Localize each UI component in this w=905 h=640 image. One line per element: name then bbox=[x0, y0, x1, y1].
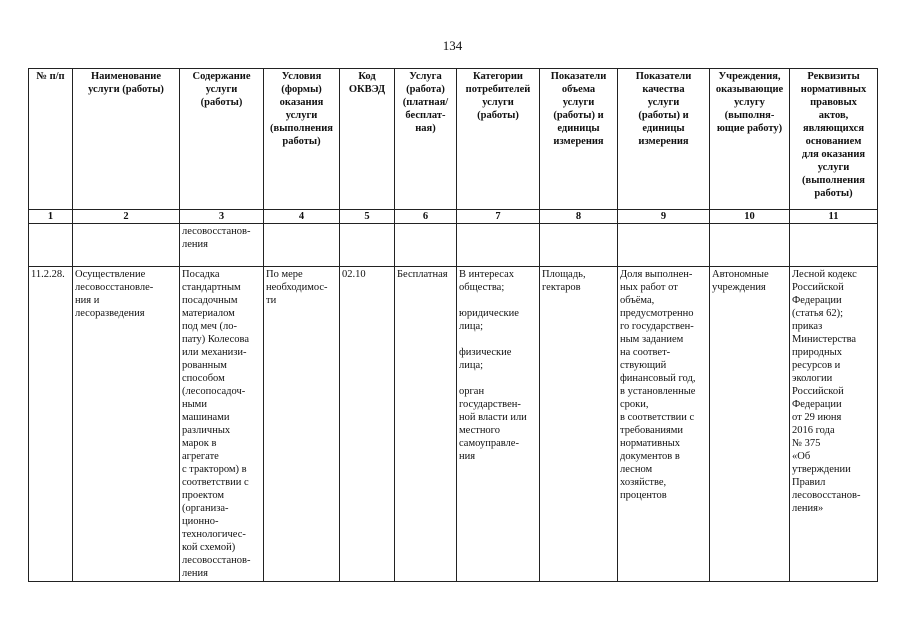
text-line: материалом bbox=[182, 308, 235, 319]
text-line: государствен- bbox=[459, 399, 521, 410]
text-line: Бесплатная bbox=[397, 269, 448, 280]
text-line bbox=[459, 372, 537, 385]
text-line: потребителей bbox=[465, 84, 531, 95]
column-number: 10 bbox=[710, 210, 790, 224]
text-line: правовых bbox=[810, 97, 857, 108]
text-line: Код bbox=[358, 71, 376, 82]
column-number-row bbox=[29, 210, 878, 224]
text-line: (лесопосадоч- bbox=[182, 386, 246, 397]
text-line: Услуга bbox=[409, 71, 442, 82]
text-line: Показатели bbox=[550, 71, 607, 82]
text-line: ными bbox=[182, 399, 207, 410]
text-line: единицы bbox=[642, 123, 685, 134]
text-line: предусмотренно bbox=[620, 308, 694, 319]
text-line: утверждении bbox=[792, 464, 851, 475]
text-line: на соответ- bbox=[620, 347, 671, 358]
header-cell bbox=[540, 69, 618, 210]
institutions-cell bbox=[710, 267, 790, 582]
text-line: услуги bbox=[205, 84, 238, 95]
text-line: самоуправле- bbox=[459, 438, 519, 449]
page-number: 134 bbox=[442, 38, 463, 53]
row-number-cell: 11.2.28. bbox=[29, 267, 73, 582]
column-number: 5 bbox=[340, 210, 395, 224]
continuation-content-cell bbox=[180, 224, 264, 267]
text-line: общества; bbox=[459, 282, 505, 293]
text-line: ресурсов и bbox=[792, 360, 841, 371]
text-line: в установленные bbox=[620, 386, 696, 397]
text-line: экологии bbox=[792, 373, 833, 384]
text-line: финансовый год, bbox=[620, 373, 696, 384]
text-line: работы) bbox=[282, 136, 321, 147]
table-row bbox=[29, 267, 878, 582]
text-line: (работы) и bbox=[553, 110, 604, 121]
text-line: документов в bbox=[620, 451, 680, 462]
text-line: ным заданием bbox=[620, 334, 684, 345]
text-line: основанием bbox=[805, 136, 862, 147]
text-line: ствующий bbox=[620, 360, 667, 371]
text-line: В интересах bbox=[459, 269, 514, 280]
table-cell bbox=[710, 224, 790, 267]
text-line: стандартным bbox=[182, 282, 241, 293]
text-line: (выполня- bbox=[724, 110, 775, 121]
text-line: нормативных bbox=[620, 438, 681, 449]
text-line: Наименование bbox=[91, 71, 161, 82]
table-cell bbox=[73, 224, 180, 267]
text-line: услуги bbox=[562, 97, 595, 108]
text-line: ной власти или bbox=[459, 412, 527, 423]
text-line: (выполнения bbox=[802, 175, 865, 186]
text-line: агрегате bbox=[182, 451, 219, 462]
text-line: приказ bbox=[792, 321, 823, 332]
header-row bbox=[29, 69, 878, 210]
text-line: Содержание bbox=[192, 71, 251, 82]
text-line: актов, bbox=[818, 110, 849, 121]
text-line: (платная/ bbox=[402, 97, 449, 108]
text-line: Доля выполнен- bbox=[620, 269, 693, 280]
column-number: 4 bbox=[264, 210, 340, 224]
services-table bbox=[28, 68, 878, 582]
text-line: с трактором) в bbox=[182, 464, 247, 475]
text-line: (выполнения bbox=[270, 123, 333, 134]
text-line: Реквизиты bbox=[807, 71, 860, 82]
table-cell bbox=[618, 224, 710, 267]
text-line: качества bbox=[642, 84, 685, 95]
text-line: лесовосстанов- bbox=[182, 226, 251, 237]
text-line: ционно- bbox=[182, 516, 219, 527]
text-line: различных bbox=[182, 425, 231, 436]
text-line: от 29 июня bbox=[792, 412, 842, 423]
text-line: Категории bbox=[473, 71, 523, 82]
column-number: 2 bbox=[73, 210, 180, 224]
text-line: оказывающие bbox=[715, 84, 784, 95]
text-line: процентов bbox=[620, 490, 667, 501]
header-cell bbox=[29, 69, 73, 210]
text-line: физические bbox=[459, 347, 512, 358]
text-line bbox=[459, 333, 537, 346]
text-line: Осуществление bbox=[75, 269, 146, 280]
text-line: ти bbox=[266, 295, 277, 306]
paid-status-cell bbox=[395, 267, 457, 582]
consumers-cell bbox=[457, 267, 540, 582]
text-line: 2016 года bbox=[792, 425, 835, 436]
text-line: лесоразведения bbox=[75, 308, 145, 319]
header-cell bbox=[73, 69, 180, 210]
text-line: Автономные bbox=[712, 269, 769, 280]
legal-acts-cell bbox=[790, 267, 878, 582]
text-line: рованным bbox=[182, 360, 227, 371]
text-line: лица; bbox=[459, 321, 484, 332]
text-line: Условия bbox=[281, 71, 322, 82]
header-cell bbox=[618, 69, 710, 210]
conditions-cell bbox=[264, 267, 340, 582]
header-cell bbox=[395, 69, 457, 210]
header-cell bbox=[710, 69, 790, 210]
text-line: Учреждения, bbox=[718, 71, 781, 82]
text-line: ния bbox=[459, 451, 476, 462]
table-cell bbox=[264, 224, 340, 267]
text-line bbox=[459, 294, 537, 307]
text-line: По мере bbox=[266, 269, 303, 280]
column-number: 1 bbox=[29, 210, 73, 224]
okved-cell bbox=[340, 267, 395, 582]
text-line: сроки, bbox=[620, 399, 649, 410]
continuation-row bbox=[29, 224, 878, 267]
text-line: машинами bbox=[182, 412, 230, 423]
text-line: Российской bbox=[792, 282, 844, 293]
text-line: ных работ от bbox=[620, 282, 678, 293]
table-cell bbox=[29, 224, 73, 267]
text-line: требованиями bbox=[620, 425, 684, 436]
text-line: (статья 62); bbox=[792, 308, 844, 319]
text-line: технологичес- bbox=[182, 529, 246, 540]
text-line: работы) bbox=[814, 188, 853, 199]
text-line: № п/п bbox=[36, 71, 65, 82]
text-line: местного bbox=[459, 425, 500, 436]
text-line: марок в bbox=[182, 438, 217, 449]
text-line: или механизи- bbox=[182, 347, 247, 358]
text-line: в соответствии с bbox=[620, 412, 695, 423]
header-cell bbox=[340, 69, 395, 210]
text-line: лица; bbox=[459, 360, 484, 371]
table-cell bbox=[540, 224, 618, 267]
column-number: 7 bbox=[457, 210, 540, 224]
text-line: посадочным bbox=[182, 295, 238, 306]
text-line: услуги bbox=[482, 97, 514, 108]
text-line: «Об bbox=[792, 451, 811, 462]
text-line: Показатели bbox=[635, 71, 692, 82]
text-line: орган bbox=[459, 386, 485, 397]
text-line: (формы) bbox=[281, 84, 322, 95]
column-number: 6 bbox=[395, 210, 457, 224]
table-cell bbox=[340, 224, 395, 267]
text-line: Правил bbox=[792, 477, 826, 488]
text-line: услуги bbox=[817, 162, 850, 173]
text-line: ления bbox=[182, 239, 208, 250]
text-line: лесовосстанов- bbox=[182, 555, 251, 566]
text-line: ления bbox=[182, 568, 208, 579]
text-line: Посадка bbox=[182, 269, 220, 280]
text-line: лесовосстанов- bbox=[792, 490, 861, 501]
text-line: Федерации bbox=[792, 399, 842, 410]
text-line: измерения bbox=[553, 136, 604, 147]
text-line: го государствен- bbox=[620, 321, 694, 332]
text-line: природных bbox=[792, 347, 842, 358]
text-line: гектаров bbox=[542, 282, 581, 293]
text-line: Площадь, bbox=[542, 269, 586, 280]
column-number: 11 bbox=[790, 210, 878, 224]
text-line: (работа) bbox=[406, 84, 445, 95]
text-line: проектом bbox=[182, 490, 225, 501]
quality-indicators-cell bbox=[618, 267, 710, 582]
table-cell bbox=[457, 224, 540, 267]
text-line: пату) Колесова bbox=[182, 334, 249, 345]
text-line: 02.10 bbox=[342, 269, 366, 280]
text-line: нормативных bbox=[800, 84, 867, 95]
text-line: (организа- bbox=[182, 503, 229, 514]
text-line: Федерации bbox=[792, 295, 842, 306]
header-cell bbox=[264, 69, 340, 210]
text-line: услуги bbox=[647, 97, 680, 108]
text-line: для оказания bbox=[801, 149, 866, 160]
text-line: лесном bbox=[620, 464, 653, 475]
table-cell bbox=[790, 224, 878, 267]
text-line: необходимос- bbox=[266, 282, 328, 293]
text-line: являющихся bbox=[802, 123, 864, 134]
table-cell bbox=[395, 224, 457, 267]
column-number: 9 bbox=[618, 210, 710, 224]
text-line: учреждения bbox=[712, 282, 766, 293]
text-line: услуги bbox=[285, 110, 318, 121]
text-line: услугу bbox=[734, 97, 765, 108]
volume-indicators-cell bbox=[540, 267, 618, 582]
text-line: № 375 bbox=[792, 438, 821, 449]
text-line: ния и bbox=[75, 295, 100, 306]
text-line: ная) bbox=[415, 123, 436, 134]
service-content-cell bbox=[180, 267, 264, 582]
text-line: объема bbox=[561, 84, 596, 95]
text-line: (работы) bbox=[200, 97, 243, 108]
text-line: измерения bbox=[638, 136, 689, 147]
column-number: 3 bbox=[180, 210, 264, 224]
text-line: Российской bbox=[792, 386, 844, 397]
text-line: оказания bbox=[279, 97, 324, 108]
header-cell bbox=[180, 69, 264, 210]
text-line: Лесной кодекс bbox=[792, 269, 857, 280]
column-number: 8 bbox=[540, 210, 618, 224]
text-line: хозяйстве, bbox=[620, 477, 667, 488]
service-name-cell bbox=[73, 267, 180, 582]
header-cell bbox=[790, 69, 878, 210]
text-line: лесовосстановле- bbox=[75, 282, 154, 293]
text-line: кой схемой) bbox=[182, 542, 236, 553]
text-line: юридические bbox=[459, 308, 519, 319]
text-line: ОКВЭД bbox=[348, 84, 386, 95]
text-line: соответствии с bbox=[182, 477, 249, 488]
text-line: услуги (работы) bbox=[88, 84, 164, 95]
text-line: объёма, bbox=[620, 295, 655, 306]
text-line: Министерства bbox=[792, 334, 857, 345]
header-cell bbox=[457, 69, 540, 210]
text-line: ления» bbox=[792, 503, 824, 514]
text-line: (работы) bbox=[477, 110, 519, 121]
text-line: бесплат- bbox=[405, 110, 446, 121]
text-line: способом bbox=[182, 373, 225, 384]
text-line: ющие работу) bbox=[716, 123, 783, 134]
text-line: под меч (ло- bbox=[182, 321, 237, 332]
text-line: единицы bbox=[557, 123, 600, 134]
text-line: (работы) и bbox=[638, 110, 689, 121]
